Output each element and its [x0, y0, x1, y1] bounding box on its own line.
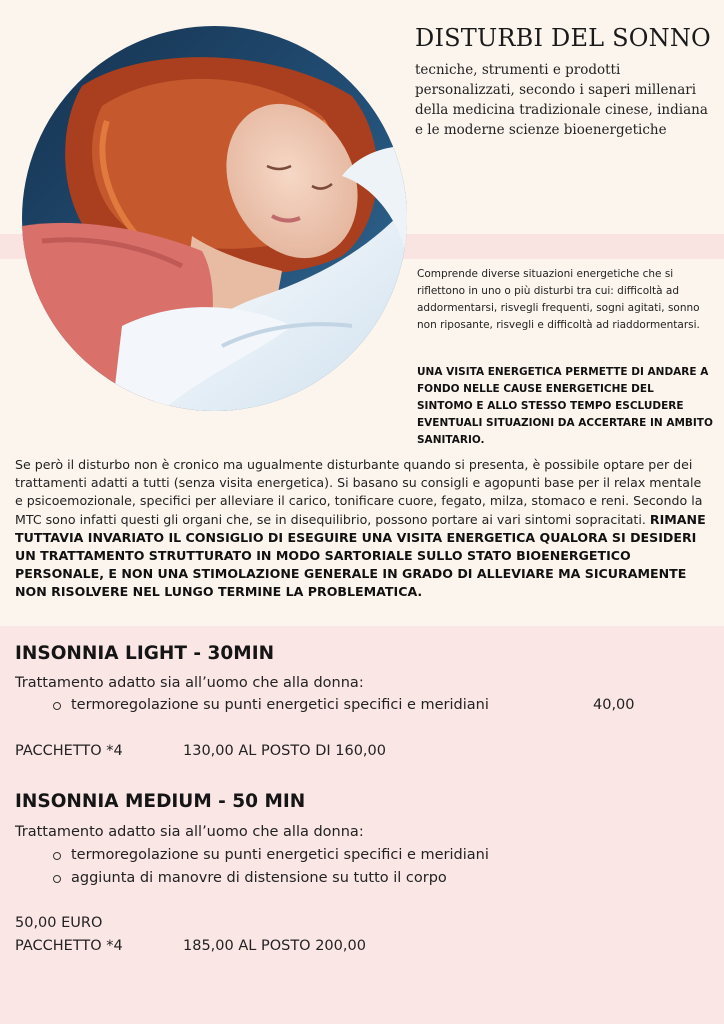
medium-treatment-price: 50,00 EURO — [15, 915, 103, 931]
page-subtitle: tecniche, strumenti e prodotti personalizzati, secondo i saperi millenari della medicina tradizionale cinese, indiana e le moderne scienze bioenergetiche — [415, 62, 708, 138]
medium-package-label: PACCHETTO *4 — [15, 938, 123, 954]
light-package-label: PACCHETTO *4 — [15, 743, 123, 759]
symptoms-description: Comprende diverse situazioni energetiche che si riflettono in uno o più disturbi tra cui: difficoltà ad addormentarsi, risvegli frequenti, sogni agitati, sonno non riposante, risvegli e difficoltà ad riaddormentarsi. — [417, 268, 700, 331]
page-title: DISTURBI DEL SONNO — [415, 24, 711, 52]
light-treatment-intro: Trattamento adatto sia all’uomo che alla donna: — [15, 675, 364, 691]
sleeping-woman-photo — [22, 26, 407, 411]
bullet-icon — [53, 702, 61, 710]
bullet-icon — [53, 852, 61, 860]
medium-treatment-item-1: termoregolazione su punti energetici specifici e meridiani — [71, 847, 489, 863]
energy-visit-notice: UNA VISITA ENERGETICA PERMETTE DI ANDARE A FONDO NELLE CAUSE ENERGETICHE DEL SINTOMO E ALLO STESSO TEMPO ESCLUDERE EVENTUALI SITUAZIONI DA ACCERTARE IN AMBITO SANITARIO. — [417, 366, 713, 446]
light-treatment-item: termoregolazione su punti energetici specifici e meridiani — [71, 697, 489, 713]
light-package-price: 130,00 AL POSTO DI 160,00 — [183, 743, 386, 759]
medium-treatment-title: INSONNIA MEDIUM - 50 MIN — [15, 791, 306, 812]
treatment-description — [15, 456, 710, 602]
medium-package-price: 185,00 AL POSTO 200,00 — [183, 938, 366, 954]
treatment-description-text: Se però il disturbo non è cronico ma ugualmente disturbante quando si presenta, è possibile optare per dei trattamenti adatti a tutti (senza visita energetica). Si basano su consigli e agopunti base per il relax mentale e psicoemozionale, specifici per alleviare il carico, tonificare cuore, fegato, milza, stomaco e reni. Secondo la MTC sono infatti questi gli organi che, se in disequilibrio, possono portare ai vari sintomi sopracitati. — [15, 457, 703, 527]
medium-treatment-item-2: aggiunta di manovre di distensione su tutto il corpo — [71, 870, 447, 886]
treatment-recommendation: RIMANE TUTTAVIA INVARIATO IL CONSIGLIO DI ESEGUIRE UNA VISITA ENERGETICA QUALORA SI DESIDERI UN TRATTAMENTO STRUTTURATO IN MODO SARTORIALE SULLO STATO BIOENERGETICO PERSONALE, E NON UNA STIMOLAZIONE GENERALE IN GRADO DI ALLEVIARE MA SICURAMENTE NON RISOLVERE NEL LUNGO TERMINE LA PROBLEMATICA. — [15, 511, 706, 600]
bullet-icon — [53, 875, 61, 883]
light-treatment-price: 40,00 — [593, 697, 635, 713]
light-treatment-title: INSONNIA LIGHT - 30MIN — [15, 643, 275, 664]
medium-treatment-intro: Trattamento adatto sia all’uomo che alla donna: — [15, 824, 364, 840]
